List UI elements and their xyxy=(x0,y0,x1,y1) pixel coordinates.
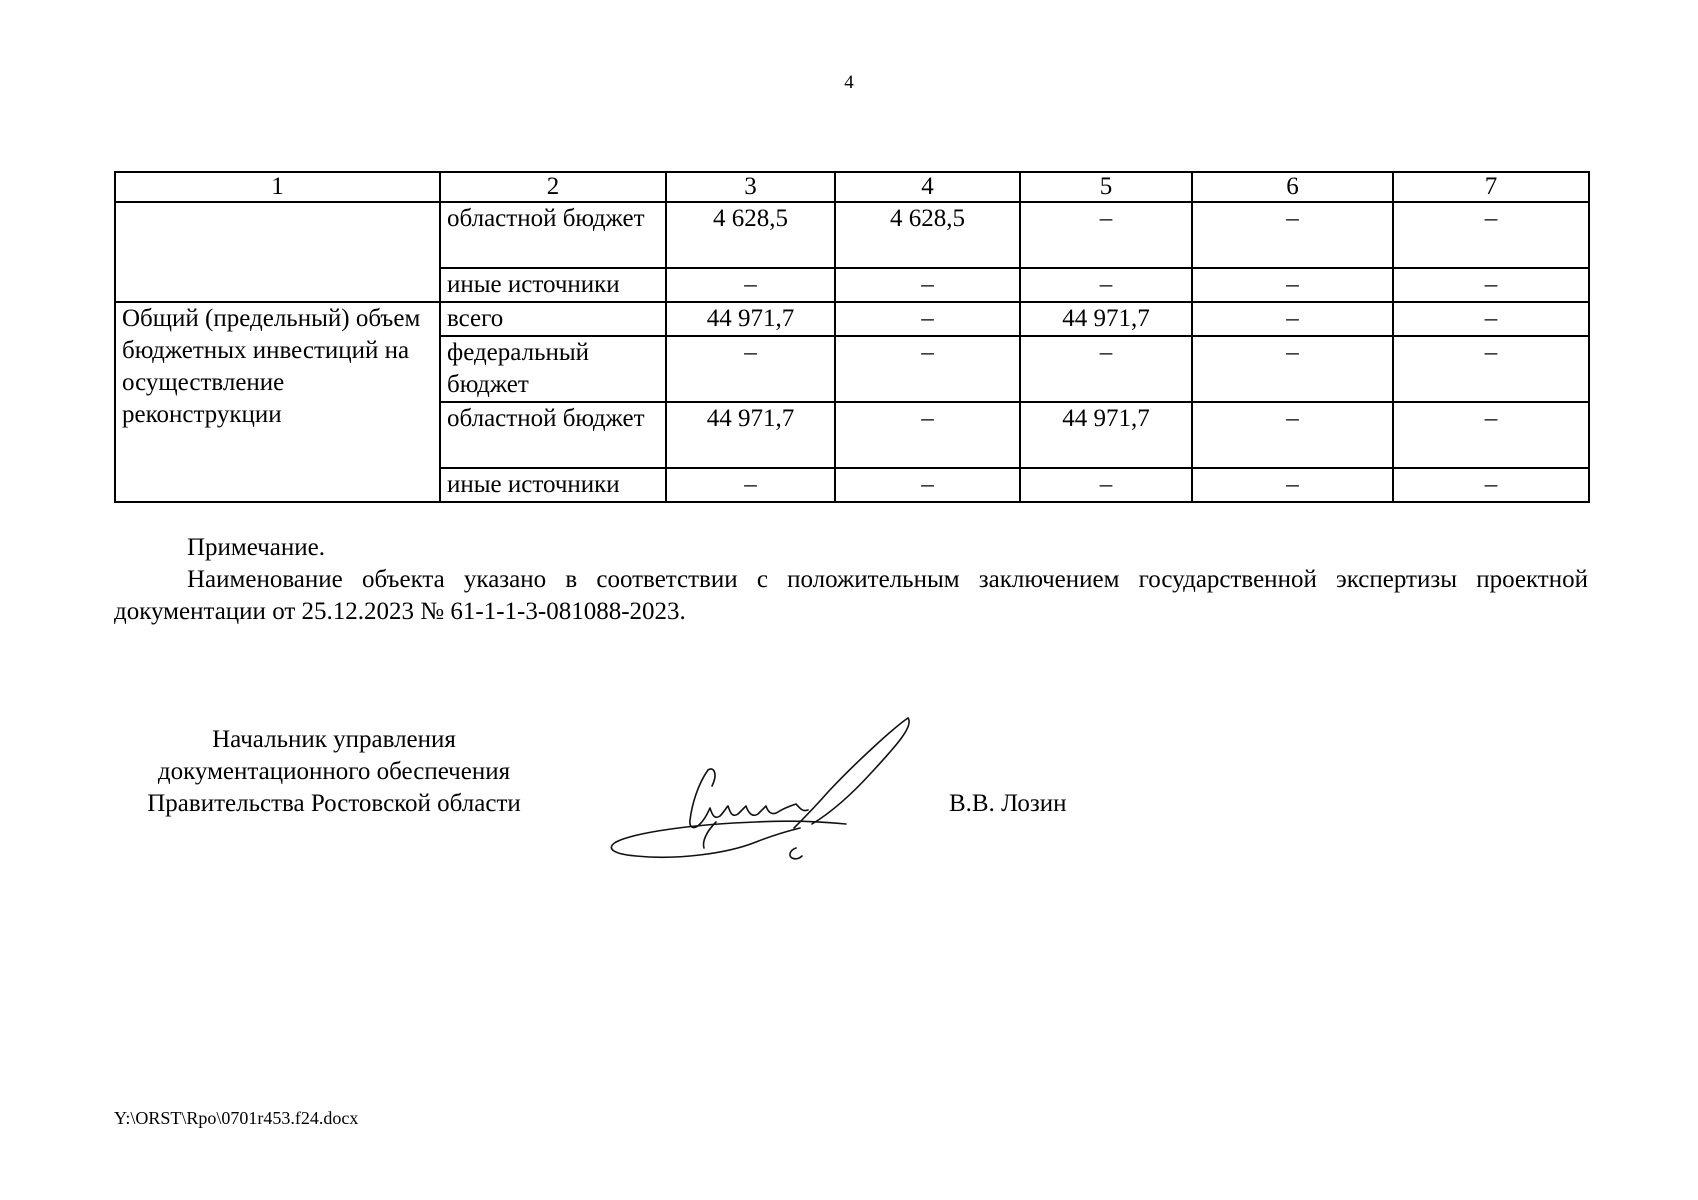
table-cell-value: – xyxy=(835,336,1020,402)
table-cell-value: – xyxy=(1192,268,1393,302)
table-header-cell: 4 xyxy=(835,172,1020,202)
table-cell-source: иные источники xyxy=(440,468,666,502)
table-cell-source: областной бюджет xyxy=(440,202,666,268)
signatory-position-line: Правительства Ростовской области xyxy=(147,790,521,817)
budget-table xyxy=(114,171,1590,503)
signatory-position xyxy=(114,724,554,820)
table-cell-source: иные источники xyxy=(440,268,666,302)
table-cell-value: 4 628,5 xyxy=(835,202,1020,268)
table-cell-value: – xyxy=(1020,268,1192,302)
table-cell-value: – xyxy=(1393,468,1589,502)
note-section xyxy=(114,532,1588,628)
table-cell-value: – xyxy=(1192,468,1393,502)
note-title: Примечание. xyxy=(187,534,326,561)
table-cell-value: – xyxy=(666,468,835,502)
table-cell-value: 44 971,7 xyxy=(1020,402,1192,468)
table-cell-value: – xyxy=(1393,302,1589,336)
table-cell-source: федеральный бюджет xyxy=(440,336,666,402)
table-cell-value: – xyxy=(1393,268,1589,302)
signature xyxy=(596,712,926,862)
table-cell-value: – xyxy=(1020,468,1192,502)
table-cell-value: – xyxy=(666,268,835,302)
table-header-cell: 6 xyxy=(1192,172,1393,202)
table-header-cell: 2 xyxy=(440,172,666,202)
table-cell-value: 44 971,7 xyxy=(666,302,835,336)
table-row xyxy=(115,302,1589,336)
table-cell-value: – xyxy=(1393,202,1589,268)
signatory-name: В.В. Лозин xyxy=(949,790,1067,817)
signatory-position-line: Начальник управления xyxy=(212,726,456,753)
table-cell-value: – xyxy=(1192,336,1393,402)
table-cell-value: 44 971,7 xyxy=(1020,302,1192,336)
file-path: Y:\ORST\Rpo\0701r453.f24.docx xyxy=(114,1108,359,1128)
table-cell-value: – xyxy=(835,302,1020,336)
table-cell-value: 4 628,5 xyxy=(666,202,835,268)
table-cell-group-label: Общий (предельный) объем бюджетных инвестиций на осуществление реконструкции xyxy=(115,302,440,502)
table-cell-value: – xyxy=(1192,302,1393,336)
table-cell-source: областной бюджет xyxy=(440,402,666,468)
table-header-cell: 3 xyxy=(666,172,835,202)
table-cell-value: – xyxy=(835,268,1020,302)
table-cell-value: 44 971,7 xyxy=(666,402,835,468)
table-cell-value: – xyxy=(1020,202,1192,268)
table-cell-value: – xyxy=(835,402,1020,468)
table-cell-value: – xyxy=(1393,336,1589,402)
table-row xyxy=(115,202,1589,268)
table-cell-source: всего xyxy=(440,302,666,336)
table-cell-value: – xyxy=(1393,402,1589,468)
table-header-cell: 1 xyxy=(115,172,440,202)
table-header-cell: 7 xyxy=(1393,172,1589,202)
table-cell-value: – xyxy=(1020,336,1192,402)
table-cell-value: – xyxy=(1192,202,1393,268)
table-cell-value: – xyxy=(666,336,835,402)
table-cell-value: – xyxy=(835,468,1020,502)
table-header-row xyxy=(115,172,1589,202)
note-text: Наименование объекта указано в соответствии с положительным заключением государственной экспертизы проектной документации от 25.12.2023 № 61-1-1-3-081088-2023. xyxy=(114,566,1588,625)
signatory-position-line: документационного обеспечения xyxy=(157,758,511,785)
table-cell-empty xyxy=(115,202,440,302)
table-cell-value: – xyxy=(1192,402,1393,468)
page-number: 4 xyxy=(844,72,854,93)
table-header-cell: 5 xyxy=(1020,172,1192,202)
